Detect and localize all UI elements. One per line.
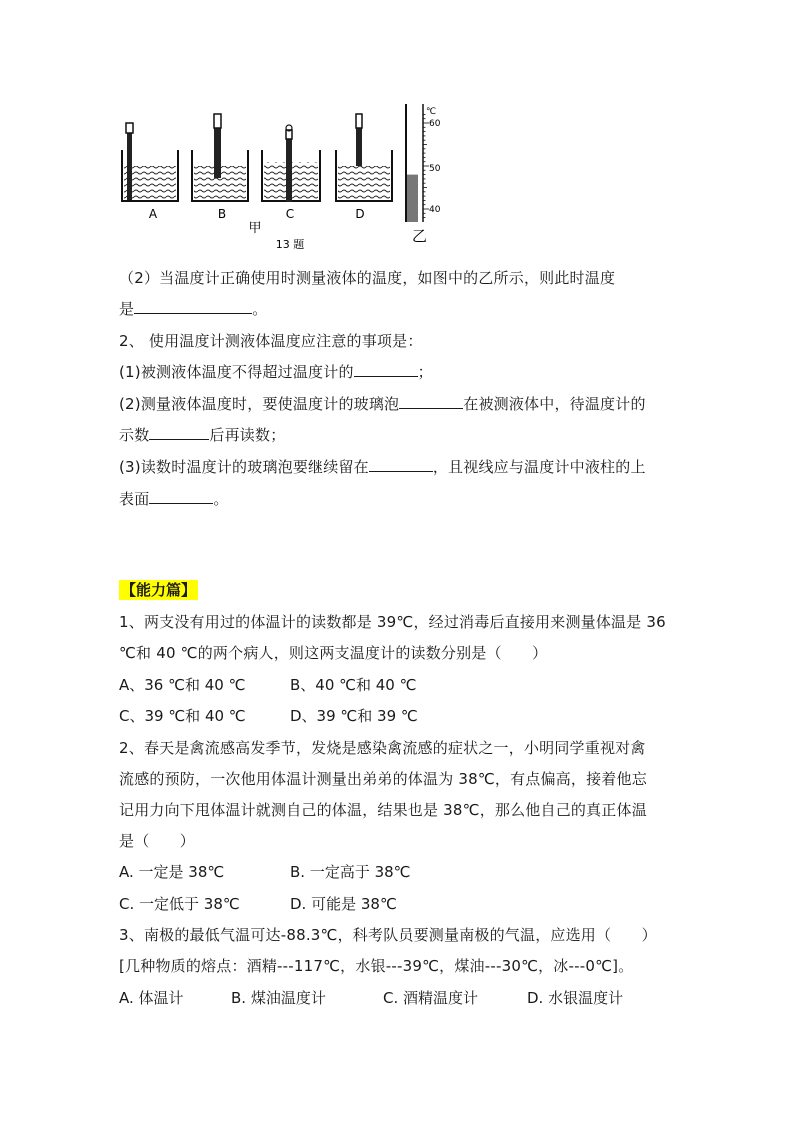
q2-item2-text: (2)测量液体温度时，要使温度计的玻璃泡: [119, 395, 400, 413]
q2-item1-suffix: ；: [417, 363, 433, 381]
q2-item3-line2-prefix: 表面: [119, 490, 150, 508]
q13-2-suffix: 。: [252, 300, 268, 318]
q2-item2-mid: 在被测液体中，待温度计的: [463, 395, 646, 413]
ability-q2-line3: 记用力向下甩体温计就测自己的体温，结果也是 38℃，那么他自己的真正体温: [119, 801, 647, 819]
ability-q1-option-a[interactable]: A、36 ℃和 40 ℃: [119, 676, 246, 694]
ability-q3-option-a[interactable]: A. 体温计: [119, 989, 184, 1007]
q2-item2-line2: [119, 425, 285, 445]
beaker-label-d: D: [355, 207, 365, 221]
q2-item2-line2-suffix: 后再读数；: [209, 426, 286, 444]
ability-q1-line2: ℃和 40 ℃的两个病人，则这两支温度计的读数分别是（ ）: [119, 644, 548, 662]
q13-2-line2: [119, 299, 267, 319]
scale-tick-50: 50: [429, 164, 441, 174]
scale-tick-40: 40: [429, 205, 441, 215]
q2-title: 2、 使用温度计测液体温度应注意的事项是：: [119, 332, 423, 350]
beaker-c: [262, 125, 320, 202]
answer-blank[interactable]: [369, 457, 433, 472]
q2-item1: [119, 362, 433, 382]
answer-blank[interactable]: [354, 362, 418, 377]
ability-q1-option-d[interactable]: D、39 ℃和 39 ℃: [290, 707, 418, 725]
q2-item3: [119, 457, 646, 477]
q2-item3-mid: ，且视线应与温度计中液柱的上: [432, 458, 646, 476]
answer-blank[interactable]: [399, 394, 463, 409]
beaker-label-b: B: [217, 207, 227, 221]
beaker-label-a: A: [148, 207, 158, 221]
ability-q2-option-d[interactable]: D. 可能是 38℃: [290, 895, 397, 913]
q2-item3-line2-suffix: 。: [213, 490, 229, 508]
answer-blank[interactable]: [149, 425, 209, 440]
beaker-a: [122, 123, 178, 201]
ability-q3-line1: 3、南极的最低气温可达-88.3℃，科考队员要测量南极的气温，应选用（ ）: [119, 926, 657, 944]
thermometer-yi: [406, 104, 441, 222]
q2-item1-text: (1)被测液体温度不得超过温度计的: [119, 363, 354, 381]
group-label: 甲: [248, 221, 262, 236]
q13-2-prefix: 是: [119, 300, 135, 318]
q2-item3-text: (3)读数时温度计的玻璃泡要继续留在: [119, 458, 369, 476]
figure-caption: 13 题: [275, 238, 305, 251]
q2-item2-line2-prefix: 示数: [119, 426, 150, 444]
section-title: 【能力篇】: [121, 581, 197, 599]
answer-blank[interactable]: [134, 299, 252, 314]
ability-q2-line1: 2、春天是禽流感高发季节，发烧是感染禽流感的症状之一，小明同学重视对禽: [119, 739, 646, 757]
beaker-b: [192, 114, 248, 201]
ability-q1-option-b[interactable]: B、40 ℃和 40 ℃: [290, 676, 417, 694]
ability-q2-option-c[interactable]: C. 一定低于 38℃: [119, 895, 240, 913]
q2-item3-line2: [119, 489, 229, 509]
q13-2-line1: （2）当温度计正确使用时测量液体的温度，如图中的乙所示，则此时温度: [119, 269, 616, 287]
ability-q3-option-b[interactable]: B. 煤油温度计: [231, 989, 326, 1007]
ability-q2-option-a[interactable]: A. 一定是 38℃: [119, 863, 225, 881]
ability-q3-line2: [几种物质的熔点：酒精---117℃，水银---39℃，煤油---30℃，冰---0℃]。: [119, 957, 634, 975]
q2-item2: [119, 394, 646, 414]
scale-tick-60: 60: [429, 119, 441, 129]
beaker-label-c: C: [285, 207, 295, 221]
ability-q1-line1: 1、两支没有用过的体温计的读数都是 39℃，经过消毒后直接用来测量体温是 36: [119, 613, 666, 631]
scale-unit: ℃: [426, 107, 437, 117]
ability-q3-option-c[interactable]: C. 酒精温度计: [383, 989, 479, 1007]
ability-q2-line4: 是（ ）: [119, 832, 196, 850]
answer-blank[interactable]: [149, 489, 213, 504]
ability-q1-option-c[interactable]: C、39 ℃和 40 ℃: [119, 707, 246, 725]
beaker-d: [336, 114, 392, 201]
thermometer-figure: [110, 98, 470, 258]
ability-q2-option-b[interactable]: B. 一定高于 38℃: [290, 863, 411, 881]
ability-q2-line2: 流感的预防，一次他用体温计测量出弟弟的体温为 38℃，有点偏高，接着他忘: [119, 770, 647, 788]
thermometer-liquid-column: [407, 175, 418, 222]
ability-q3-option-d[interactable]: D. 水银温度计: [527, 989, 624, 1007]
thermometer-label: 乙: [412, 227, 428, 245]
